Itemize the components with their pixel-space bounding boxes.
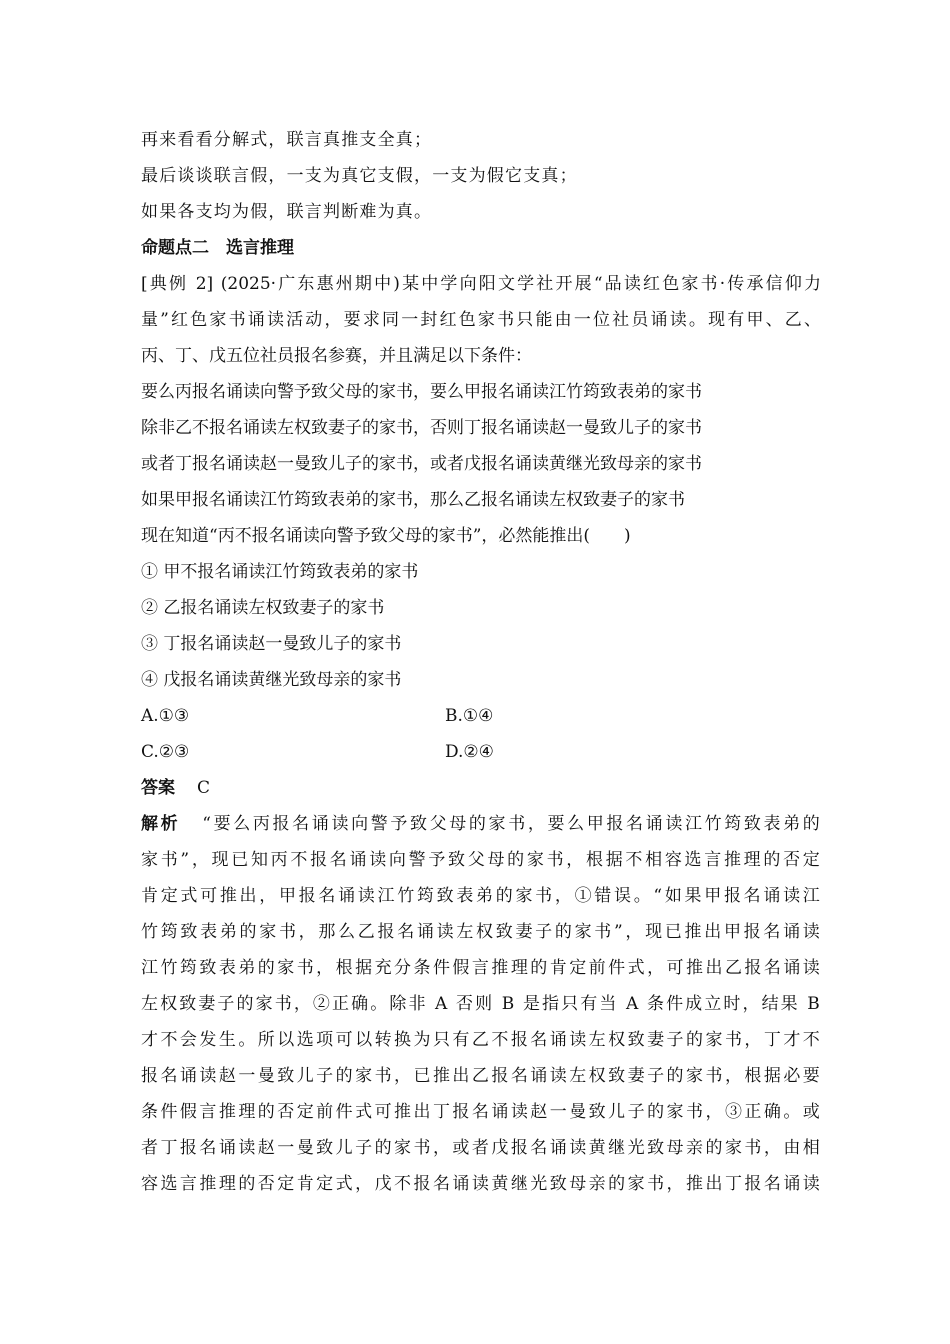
analysis-line: 条件假言推理的否定前件式可推出丁报名诵读赵一曼致儿子的家书，③正确。或: [141, 1102, 821, 1122]
analysis-line: 家书”，现已知丙不报名诵读向警予致父母的家书，根据不相容选言推理的否定: [141, 850, 821, 870]
example-intro-line: [典例 2] (2025·广东惠州期中)某中学向阳文学社开展“品读红色家书·传承信仰力: [141, 274, 821, 294]
condition-line: 如果甲报名诵读江竹筠致表弟的家书，那么乙报名诵读左权致妻子的家书: [141, 490, 685, 510]
choice-d: D.②④: [445, 742, 494, 762]
mnemonic-line: 再来看看分解式，联言真推支全真；: [141, 130, 433, 150]
analysis-label: 解析: [141, 814, 181, 834]
statement-item: ③ 丁报名诵读赵一曼致儿子的家书: [141, 634, 402, 654]
analysis-line: [141, 806, 821, 842]
analysis-line: 报名诵读赵一曼致儿子的家书，已推出乙报名诵读左权致妻子的家书，根据必要: [141, 1066, 821, 1086]
condition-line: 要么丙报名诵读向警予致父母的家书，要么甲报名诵读江竹筠致表弟的家书: [141, 382, 702, 402]
question-line: 现在知道“丙不报名诵读向警予致父母的家书”，必然能推出( ): [141, 526, 631, 546]
answer-value: C: [197, 778, 211, 798]
section-heading: 命题点二 选言推理: [141, 238, 294, 258]
choice-c: C.②③: [141, 742, 190, 762]
mnemonic-line: 最后谈谈联言假，一支为真它支假，一支为假它支真；: [141, 166, 578, 186]
choice-row: [141, 698, 821, 734]
condition-line: 或者丁报名诵读赵一曼致儿子的家书，或者戊报名诵读黄继光致母亲的家书: [141, 454, 702, 474]
analysis-line: 江竹筠致表弟的家书，根据充分条件假言推理的肯定前件式，可推出乙报名诵读: [141, 958, 821, 978]
analysis-line: 左权致妻子的家书，②正确。除非 A 否则 B 是指只有当 A 条件成立时，结果 B: [141, 994, 821, 1014]
statement-item: ① 甲不报名诵读江竹筠致表弟的家书: [141, 562, 419, 582]
analysis-line: 容选言推理的否定肯定式，戊不报名诵读黄继光致母亲的家书，推出丁报名诵读: [141, 1174, 821, 1194]
choice-row: [141, 734, 821, 770]
analysis-line: 者丁报名诵读赵一曼致儿子的家书，或者戊报名诵读黄继光致母亲的家书，由相: [141, 1138, 821, 1158]
analysis-line: 竹筠致表弟的家书，那么乙报名诵读左权致妻子的家书”，现已推出甲报名诵读: [141, 922, 821, 942]
mnemonic-line: 如果各支均为假，联言判断难为真。: [141, 202, 433, 222]
example-intro-line: 量”红色家书诵读活动，要求同一封红色家书只能由一位社员诵读。现有甲、乙、: [141, 310, 821, 330]
statement-item: ② 乙报名诵读左权致妻子的家书: [141, 598, 385, 618]
statement-item: ④ 戊报名诵读黄继光致母亲的家书: [141, 670, 402, 690]
page-content: [141, 122, 821, 1202]
choice-a: A.①③: [141, 706, 190, 726]
analysis-text: “要么丙报名诵读向警予致父母的家书，要么甲报名诵读江竹筠致表弟的: [202, 814, 821, 834]
condition-line: 除非乙不报名诵读左权致妻子的家书，否则丁报名诵读赵一曼致儿子的家书: [141, 418, 702, 438]
example-intro-line: 丙、丁、戊五位社员报名参赛，并且满足以下条件：: [141, 346, 532, 366]
answer-line: [141, 770, 821, 806]
analysis-line: 肯定式可推出，甲报名诵读江竹筠致表弟的家书，①错误。“如果甲报名诵读江: [141, 886, 821, 906]
answer-label: 答案: [141, 778, 175, 798]
analysis-line: 才不会发生。所以选项可以转换为只有乙不报名诵读左权致妻子的家书，丁才不: [141, 1030, 821, 1050]
choice-b: B.①④: [445, 706, 494, 726]
